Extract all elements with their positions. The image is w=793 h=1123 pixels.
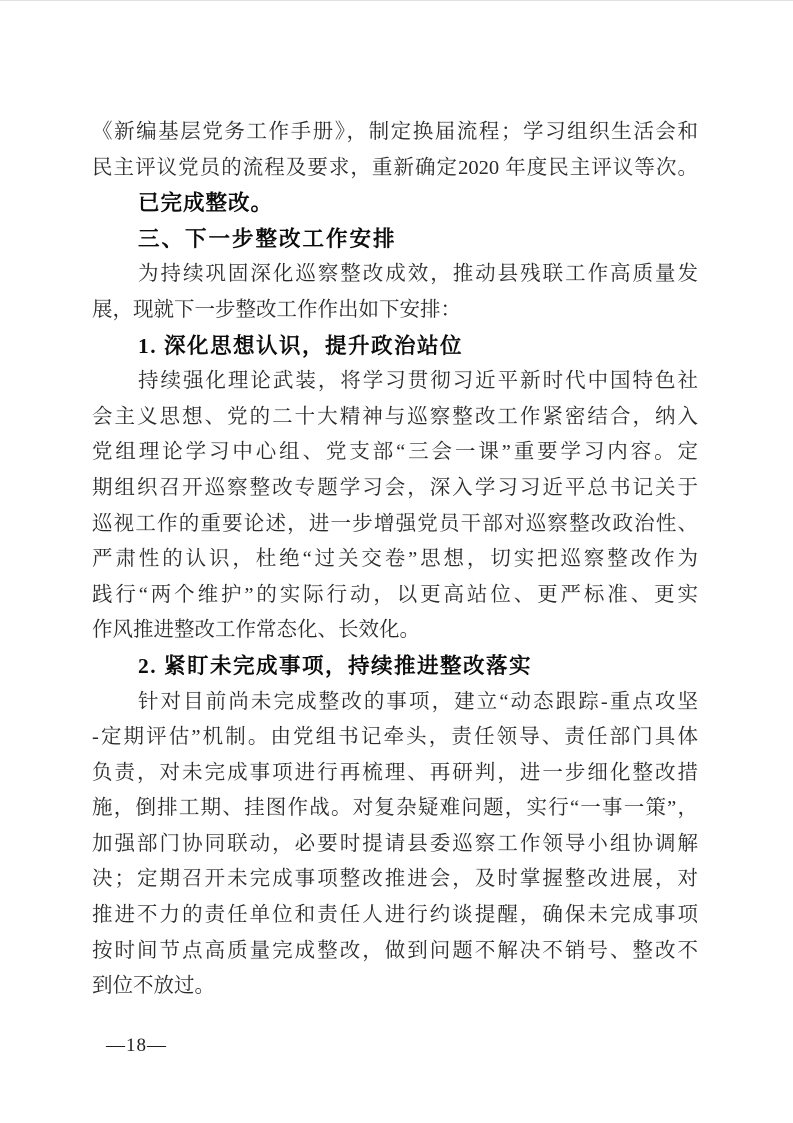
text-line: 期组织召开巡察整改专题学习会，深入学习习近平总书记关于 <box>92 476 698 499</box>
text-line: 展，现就下一步整改工作作出如下安排： <box>92 298 461 321</box>
text-line: 1. 深化思想认识，提升政治站位 <box>138 333 464 358</box>
page-footer <box>106 1035 167 1057</box>
text-line: 践行“两个维护”的实际行动，以更高站位、更严标准、更实 <box>92 583 698 606</box>
text-line: 民主评议党员的流程及要求，重新确定2020 年度民主评议等次。 <box>92 156 698 179</box>
text-line: 推进不力的责任单位和责任人进行约谈提醒，确保未完成事项 <box>92 904 698 927</box>
text-line: 作风推进整改工作常态化、长效化。 <box>92 619 420 642</box>
text-line: 为持续巩固深化巡察整改成效，推动县残联工作高质量发 <box>138 263 698 286</box>
text-line: -定期评估”机制。由党组书记牵头，责任领导、责任部门具体 <box>92 726 698 749</box>
text-line: 持续强化理论武装，将学习贯彻习近平新时代中国特色社 <box>138 370 698 393</box>
text-line: 到位不放过。 <box>92 975 215 998</box>
text-line: 已完成整改。 <box>138 191 274 216</box>
text-line: 2. 紧盯未完成事项，持续推进整改落实 <box>138 653 533 678</box>
text-line: 加强部门协同联动，必要时提请县委巡察工作领导小组协调解 <box>92 832 698 855</box>
text-line: 决；定期召开未完成事项整改推进会，及时掌握整改进展，对 <box>92 868 698 891</box>
text-line: 《新编基层党务工作手册》，制定换届流程；学习组织生活会和 <box>92 121 698 143</box>
page-number: —18— <box>106 1035 167 1056</box>
text-line: 党组理论学习中心组、党支部“三会一课”重要学习内容。定 <box>92 441 698 464</box>
text-line: 三、下一步整改工作安排 <box>138 226 397 251</box>
text-line: 负责，对未完成事项进行再梳理、再研判，进一步细化整改措 <box>92 761 698 784</box>
document-body <box>92 115 698 1005</box>
text-line: 针对目前尚未完成整改的事项，建立“动态跟踪-重点攻坚 <box>138 690 698 713</box>
text-line: 按时间节点高质量完成整改，做到问题不解决不销号、整改不 <box>92 939 698 962</box>
text-line: 会主义思想、党的二十大精神与巡察整改工作紧密结合，纳入 <box>92 405 698 428</box>
text-line: 施，倒排工期、挂图作战。对复杂疑难问题，实行“一事一策”， <box>92 797 698 820</box>
text-line: 巡视工作的重要论述，进一步增强党员干部对巡察整改政治性、 <box>92 512 698 535</box>
text-line: 严肃性的认识，杜绝“过关交卷”思想，切实把巡察整改作为 <box>92 548 698 571</box>
